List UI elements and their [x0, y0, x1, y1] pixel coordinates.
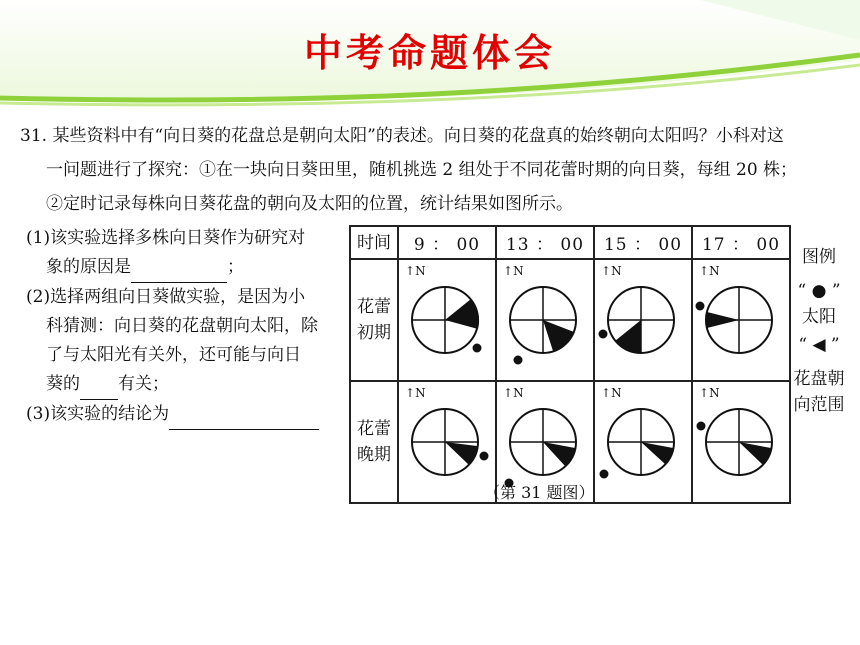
row-label-late-2: 晚期	[357, 445, 391, 465]
dial-late-9	[398, 381, 496, 503]
sun-dot	[697, 422, 706, 431]
sub1-line-2	[26, 253, 326, 283]
dish-sector	[445, 299, 479, 329]
dial-early-17	[692, 259, 790, 381]
dish-sector	[615, 320, 641, 353]
sub2-end: 有关；	[118, 374, 169, 394]
legend-sun-symbol: “ ● ”	[797, 281, 841, 301]
time-17: 17 ： 00	[692, 226, 790, 259]
sub3-text: (3)该实验的结论为	[26, 404, 170, 424]
question-line-2: 一问题进行了探究：①在一块向日葵田里，随机挑选 2 组处于不同花蕾时期的向日葵，每组 20 株；	[46, 160, 798, 180]
sub3-line	[26, 400, 326, 430]
question-line-1	[20, 121, 784, 146]
row-label-early	[350, 259, 398, 381]
row-label-late-1: 花蕾	[357, 419, 391, 439]
answer-blank-1[interactable]	[131, 253, 227, 283]
legend-dish-label-2: 向范围	[793, 395, 845, 415]
north-arrow: ↑N	[503, 386, 524, 400]
header-banner	[0, 0, 860, 110]
legend-sun-label: 太阳	[802, 307, 836, 327]
observation-table	[349, 225, 791, 504]
figure-caption: （第 31 题图）	[484, 483, 595, 502]
legend-dish-symbol: “ ◀ ”	[798, 335, 840, 355]
sub-question-1	[26, 224, 326, 430]
north-arrow: ↑N	[405, 264, 426, 278]
north-arrow: ↑N	[601, 386, 622, 400]
page-title: 中考命题体会	[303, 30, 556, 75]
sun-dot	[696, 302, 705, 311]
sub2-line-3: 了与太阳光有关外，还可能与向日	[46, 345, 301, 365]
north-arrow: ↑N	[699, 264, 720, 278]
sub2-line-2: 科猜测：向日葵的花盘朝向太阳，除	[46, 316, 318, 336]
dial-late-15	[594, 381, 692, 503]
north-arrow: ↑N	[503, 264, 524, 278]
question-line-3: ②定时记录每株向日葵花盘的朝向及太阳的位置，统计结果如图所示。	[46, 194, 573, 214]
dial-early-9	[398, 259, 496, 381]
dish-sector	[543, 320, 574, 351]
sub1-line-1: (1)该实验选择多株向日葵作为研究对	[26, 228, 306, 248]
dish-sector	[706, 312, 739, 328]
sub1-end: ；	[227, 257, 244, 277]
answer-blank-3[interactable]	[169, 400, 319, 430]
sub2-line-1: (2)选择两组向日葵做实验，是因为小	[26, 287, 306, 307]
time-9: 9 ： 00	[398, 226, 496, 259]
sub1-text: 象的原因是	[46, 257, 131, 277]
north-arrow: ↑N	[405, 386, 426, 400]
sub2-text: 葵的	[46, 374, 80, 394]
north-arrow: ↑N	[699, 386, 720, 400]
dish-sector	[543, 442, 575, 466]
answer-blank-2[interactable]	[80, 370, 118, 400]
time-13: 13 ： 00	[496, 226, 594, 259]
legend-title: 图例	[802, 247, 836, 267]
question-number: 31.	[20, 126, 48, 146]
dial-early-15	[594, 259, 692, 381]
sun-dot	[473, 344, 482, 353]
sun-dot	[514, 356, 523, 365]
row-label-early-2: 初期	[357, 323, 391, 343]
sun-dot	[600, 470, 609, 479]
row-label-late	[350, 381, 398, 503]
sub2-line-4	[26, 370, 326, 400]
row-label-early-1: 花蕾	[357, 297, 391, 317]
sun-dot	[480, 452, 489, 461]
legend	[788, 244, 850, 418]
sun-dot	[599, 330, 608, 339]
header-time-label: 时间	[350, 226, 398, 259]
dial-early-13	[496, 259, 594, 381]
dial-late-17	[692, 381, 790, 503]
north-arrow: ↑N	[601, 264, 622, 278]
question-text-1: 某些资料中有“向日葵的花盘总是朝向太阳”的表述。向日葵的花盘真的始终朝向太阳吗？小科对这	[52, 126, 784, 146]
time-15: 15 ： 00	[594, 226, 692, 259]
legend-dish-label-1: 花盘朝	[793, 369, 845, 389]
